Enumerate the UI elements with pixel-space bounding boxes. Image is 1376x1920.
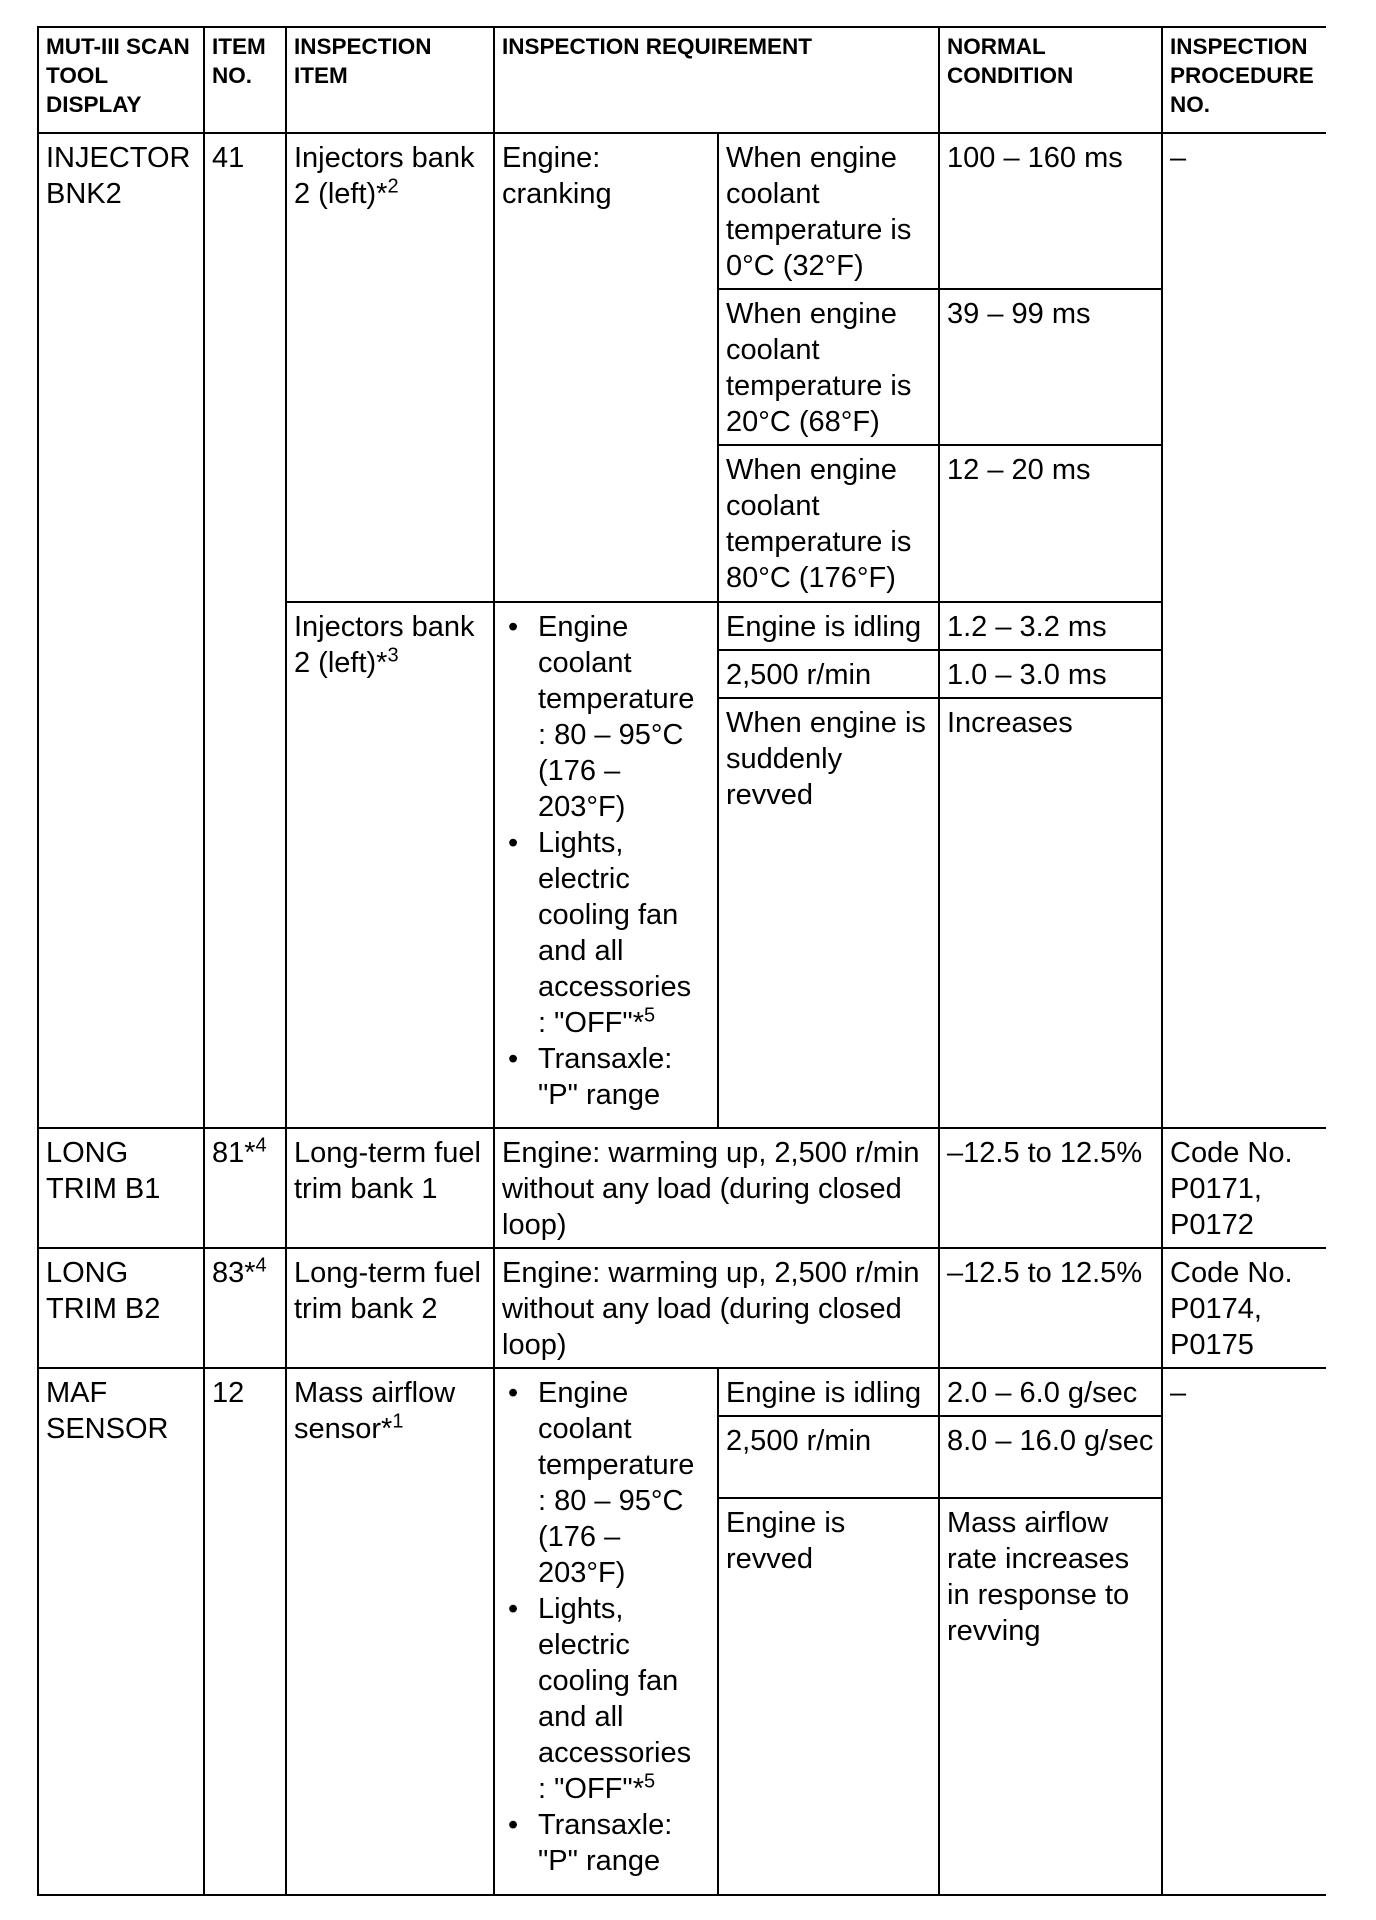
maf-cond-3: Engine is revved [718, 1498, 939, 1895]
list-item: • Lights, electric cooling fan and all accessories [502, 825, 710, 1005]
header-normal-condition: NORMAL CONDITION [939, 27, 1162, 133]
list-item-cont: : "OFF"*$^5$ [538, 1770, 656, 1805]
list-item: • Engine coolant temperature [502, 609, 710, 717]
table-row [38, 1368, 1326, 1416]
bullet-list [502, 1375, 710, 1483]
maf-req [494, 1368, 718, 1895]
injector-cond-5: 2,500 r/min [718, 650, 939, 698]
header-display: MUT-III SCAN TOOL DISPLAY [38, 27, 204, 133]
list-item: • Transaxle: "P" range [502, 1041, 710, 1113]
ltb2-normal: –12.5 to 12.5% [939, 1248, 1162, 1368]
bullet-list [502, 609, 710, 717]
injector-val-3: 12 – 20 ms [939, 445, 1162, 602]
ltb2-display: LONG TRIM B2 [38, 1248, 204, 1368]
maf-val-2: 8.0 – 16.0 g/sec [939, 1416, 1162, 1498]
header-inspection-item: INSPECTION ITEM [286, 27, 494, 133]
ltb1-item-no: 81*$^4$ [204, 1128, 286, 1248]
ltb2-item: Long-term fuel trim bank 2 [286, 1248, 494, 1368]
injector-cond-3: When engine coolant temperature is 80°C (176°F) [718, 445, 939, 602]
ltb1-procedure: Code No. P0171, P0172 [1162, 1128, 1326, 1248]
maf-cond-1: Engine is idling [718, 1368, 939, 1416]
injector-item-no: 41 [204, 133, 286, 1128]
ltb1-normal: –12.5 to 12.5% [939, 1128, 1162, 1248]
injector-item-a: Injectors bank 2 (left)*$^2$ [286, 133, 494, 602]
bullet-list [502, 1041, 710, 1113]
table-row [38, 1248, 1326, 1368]
maf-cond-2: 2,500 r/min [718, 1416, 939, 1498]
ltb2-procedure: Code No. P0174, P0175 [1162, 1248, 1326, 1368]
list-item-cont: : 80 – 95°C (176 – 203°F) [538, 719, 684, 823]
injector-req-a: Engine: cranking [494, 133, 718, 602]
injector-cond-4: Engine is idling [718, 602, 939, 650]
maf-item-no: 12 [204, 1368, 286, 1895]
table-row [38, 1128, 1326, 1248]
injector-procedure: – [1162, 133, 1326, 1128]
maf-item: Mass airflow sensor*$^1$ [286, 1368, 494, 1895]
ltb1-req: Engine: warming up, 2,500 r/min without any load (during closed loop) [494, 1128, 939, 1248]
maf-procedure: – [1162, 1368, 1326, 1895]
header-item-no: ITEM NO. [204, 27, 286, 133]
table-row [38, 133, 1326, 289]
maf-val-1: 2.0 – 6.0 g/sec [939, 1368, 1162, 1416]
maf-val-3: Mass airflow rate increases in response to revving [939, 1498, 1162, 1895]
maf-display: MAF SENSOR [38, 1368, 204, 1895]
injector-val-2: 39 – 99 ms [939, 289, 1162, 445]
injector-cond-6: When engine is suddenly revved [718, 698, 939, 1128]
bullet-list [502, 1807, 710, 1879]
injector-item-b: Injectors bank 2 (left)*$^3$ [286, 602, 494, 1128]
injector-val-4: 1.2 – 3.2 ms [939, 602, 1162, 650]
injector-val-6: Increases [939, 698, 1162, 1128]
bullet-list [502, 825, 710, 1005]
inspection-table [37, 26, 1326, 1896]
header-procedure: INSPECTION PROCEDURE NO. [1162, 27, 1326, 133]
ltb2-req: Engine: warming up, 2,500 r/min without any load (during closed loop) [494, 1248, 939, 1368]
ltb2-item-no: 83*$^4$ [204, 1248, 286, 1368]
ltb1-display: LONG TRIM B1 [38, 1128, 204, 1248]
injector-cond-2: When engine coolant temperature is 20°C (68°F) [718, 289, 939, 445]
list-item: • Engine coolant temperature [502, 1375, 710, 1483]
injector-val-5: 1.0 – 3.0 ms [939, 650, 1162, 698]
list-item: • Lights, electric cooling fan and all accessories [502, 1591, 710, 1771]
injector-cond-1: When engine coolant temperature is 0°C (32°F) [718, 133, 939, 289]
list-item-cont: : 80 – 95°C (176 – 203°F) [538, 1485, 684, 1589]
ltb1-item: Long-term fuel trim bank 1 [286, 1128, 494, 1248]
injector-val-1: 100 – 160 ms [939, 133, 1162, 289]
injector-display: INJECTOR BNK2 [38, 133, 204, 1128]
list-item: • Transaxle: "P" range [502, 1807, 710, 1879]
list-item-cont: : "OFF"*$^5$ [538, 1004, 656, 1039]
injector-req-b [494, 602, 718, 1128]
header-requirement: INSPECTION REQUIREMENT [494, 27, 939, 133]
bullet-list [502, 1591, 710, 1771]
header-row [38, 27, 1326, 133]
